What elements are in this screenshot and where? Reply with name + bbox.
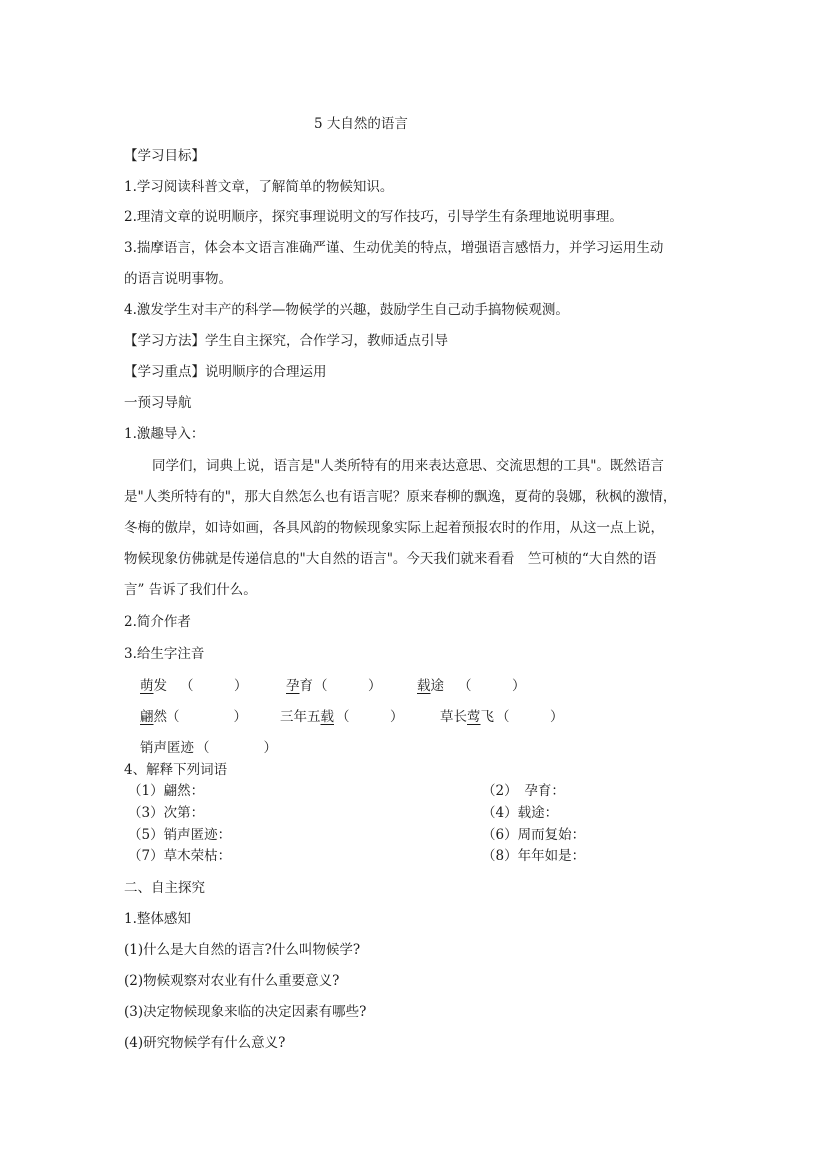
section1-heading: 一预习导航 [124,395,192,411]
keypoint-text: 说明顺序的合理运用 [205,364,327,380]
question-item: (1)什么是大自然的语言?什么叫物候学? [124,942,361,958]
pinyin-blank: （ ） [166,709,247,725]
objective-item: 2.理清文章的说明顺序，探究事理说明文的写作技巧，引导学生有条理地说明事理。 [124,209,623,225]
method-line [124,332,448,350]
objective-item: 3.揣摩语言，体会本文语言准确严谨、生动优美的特点，增强语言感悟力，并学习运用生动 [124,240,664,256]
objective-item: 的语言说明事物。 [124,271,232,287]
question-item: (3)决定物候现象来临的决定因素有哪些? [124,1004,367,1020]
pinyin-word: 载途 [417,678,444,694]
objective-item: 1.学习阅读科普文章，了解简单的物候知识。 [124,179,394,195]
intro-line: 言” 告诉了我们什么。 [124,582,257,598]
method-text: 学生自主探究，合作学习，教师适点引导 [205,333,448,349]
pinyin-word: 草长莺飞 [440,709,494,725]
pinyin-word: 三年五载 [280,709,334,725]
vocab-item: （3）次第： [128,805,205,821]
author-heading: 2.简介作者 [124,614,191,630]
intro-heading: 1.激趣导入： [124,426,205,442]
intro-line: 冬梅的傲岸，如诗如画，各具风韵的物候现象实际上起着预报农时的作用，从这一点上说， [124,520,664,536]
pinyin-blank: （ ） [336,709,404,725]
underlined-char: 翩 [140,709,154,725]
intro-line: 是"人类所特有的"，那大自然怎么也有语言呢？原来春柳的飘逸，夏荷的袅娜，秋枫的激情， [124,489,677,505]
pinyin-word: 翩然 [140,709,167,725]
pinyin-word: 销声匿迹 [140,740,194,756]
pinyin-blank: （ ） [496,709,564,725]
underlined-char: 孕 [286,678,300,694]
vocab-item: （5）销声匿迹： [128,827,232,843]
question-item: (4)研究物候学有什么意义? [124,1035,286,1051]
keypoint-label: 【学习重点】 [124,364,205,380]
vocab-heading: 4、解释下列词语 [124,762,228,778]
intro-line: 物候现象仿佛就是传递信息的"大自然的语言"。今天我们就来看看 竺可桢的“大自然的语 [124,551,657,567]
keypoint-line [124,363,327,381]
section2-subheading: 1.整体感知 [124,911,191,927]
pinyin-heading: 3.给生字注音 [124,646,205,662]
pinyin-blank: （ ） [180,678,248,694]
pinyin-word: 孕育 [286,678,313,694]
objectives-heading: 【学习目标】 [124,148,205,164]
underlined-char: 萌 [140,678,154,694]
pinyin-blank: （ ） [314,678,382,694]
question-item: (2)物候观察对农业有什么重要意义? [124,973,340,989]
intro-line: 同学们，词典上说，语言是"人类所特有的用来表达意思、交流思想的工具"。既然语言 [152,458,664,474]
pinyin-blank: （ ） [196,740,277,756]
vocab-item: （1）翩然： [128,783,205,799]
vocab-item: （4）载途： [482,805,559,821]
vocab-item: （8）年年如是： [482,848,586,864]
pinyin-blank: （ ） [458,678,526,694]
page-title: 5 大自然的语言 [314,116,408,132]
pinyin-word: 萌发 [140,678,167,694]
method-label: 【学习方法】 [124,333,205,349]
underlined-char: 莺 [467,709,481,725]
vocab-item: （6）周而复始： [482,827,586,843]
underlined-char: 载 [417,678,431,694]
objective-item: 4.激发学生对丰产的科学—物候学的兴趣，鼓励学生自己动手搞物候观测。 [124,302,569,318]
underlined-char: 载 [320,709,334,725]
section2-heading: 二、自主探究 [124,880,205,896]
vocab-item: （7）草木荣枯： [128,848,232,864]
vocab-item: （2） 孕育： [482,783,565,799]
